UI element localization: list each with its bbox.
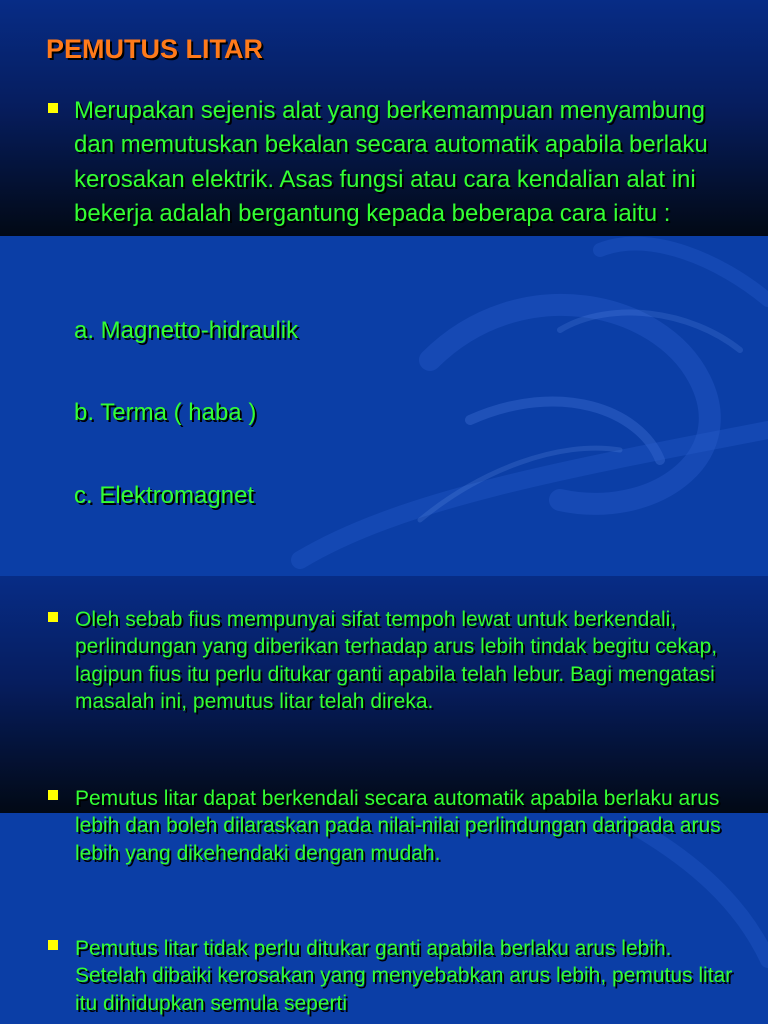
list-item-b: b. Terma ( haba ) <box>74 399 257 426</box>
bullet-paragraph-4: Pemutus litar tidak perlu ditukar ganti apabila berlaku arus lebih. Setelah dibaiki kerosakan yang menyebabkan arus lebih, pemutus litar itu dihidupkan semula seperti <box>75 937 733 1015</box>
list-item-c: c. Elektromagnet <box>74 482 255 509</box>
bullet-paragraph-1: Merupakan sejenis alat yang berkemampuan menyambung dan memutuskan bekalan secara automatik apabila berlaku kerosakan elektrik. Asas fungsi atau cara kendalian alat ini bekerja adalah bergantung kepada beberapa cara iaitu : <box>74 97 708 227</box>
bullet-paragraph-2: Oleh sebab fius mempunyai sifat tempoh lewat untuk berkendali, perlindungan yang diberikan terhadap arus lebih tindak begitu cekap, lagipun fius itu perlu ditukar ganti apabila telah lebur. Bagi mengatasi masalah ini, pemutus litar telah direka. <box>75 608 718 714</box>
bullet-marker <box>48 790 58 800</box>
bullet-paragraph-3: Pemutus litar dapat berkendali secara automatik apabila berlaku arus lebih dan boleh dilaraskan pada nilai-nilai perlindungan daripada arus lebih yang dikehendaki dengan mudah. <box>75 787 721 865</box>
bullet-marker <box>48 103 58 113</box>
list-item-a: a. Magnetto-hidraulik <box>74 317 299 344</box>
slide-title: PEMUTUS LITAR <box>46 34 263 64</box>
bullet-marker <box>48 612 58 622</box>
bullet-marker <box>48 940 58 950</box>
